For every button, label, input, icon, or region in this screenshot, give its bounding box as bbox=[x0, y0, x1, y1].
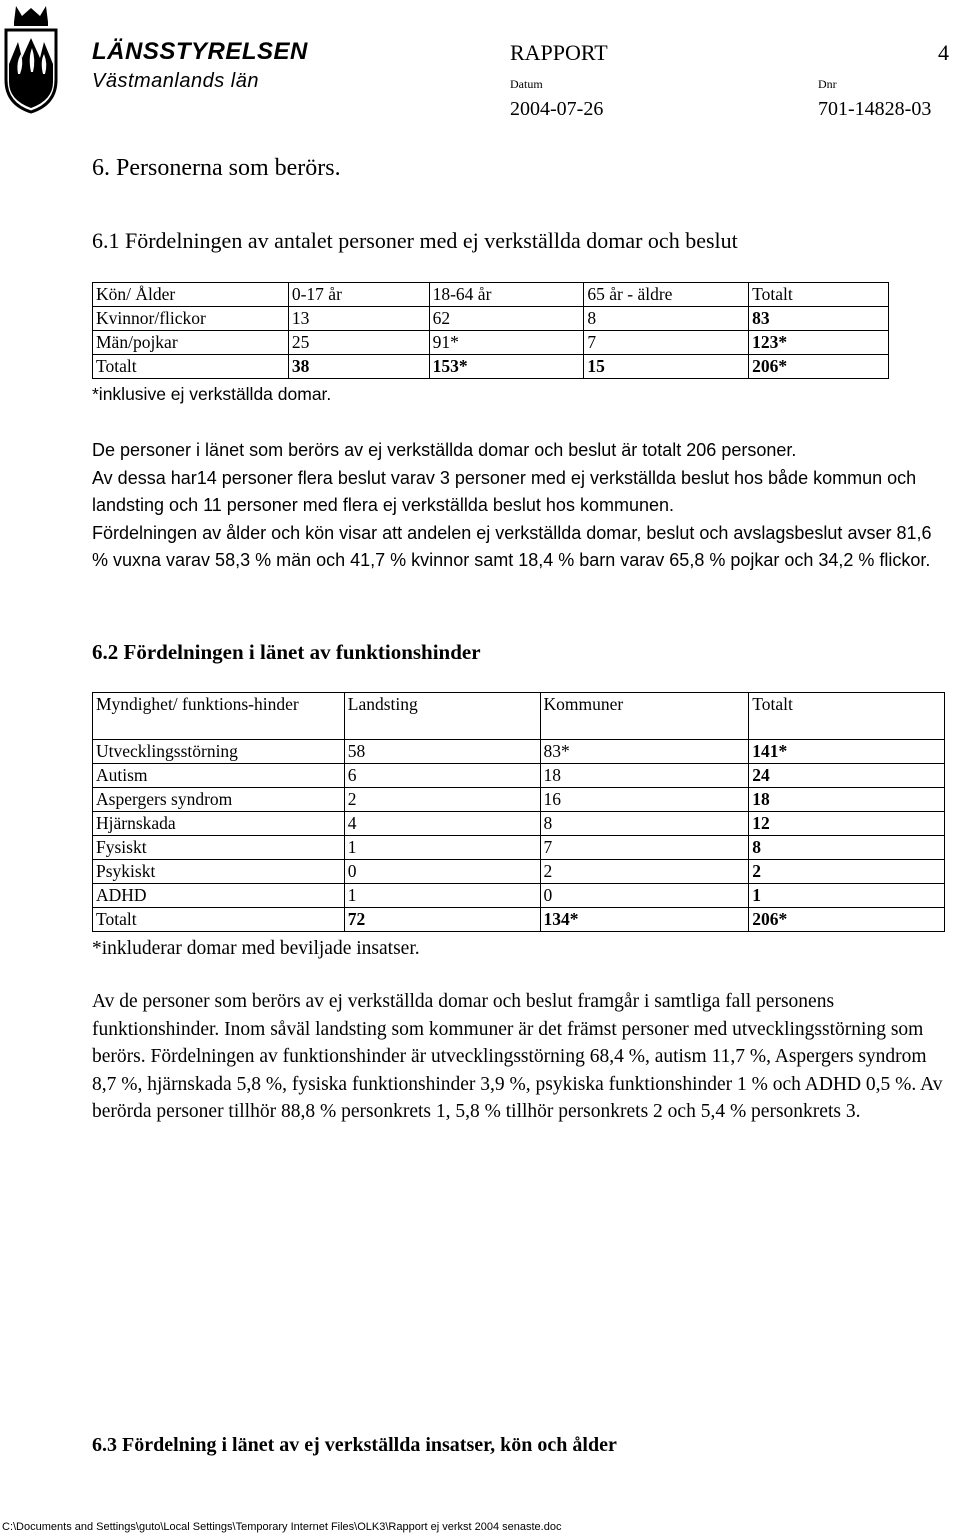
table-cell: 8 bbox=[540, 812, 749, 836]
table-cell: Psykiskt bbox=[93, 860, 345, 884]
table-cell: 8 bbox=[749, 836, 945, 860]
table-cell: 7 bbox=[540, 836, 749, 860]
table-header-row bbox=[93, 693, 945, 740]
table-cell: 72 bbox=[344, 908, 540, 932]
table-cell: 25 bbox=[288, 331, 429, 355]
dnr-label: Dnr bbox=[818, 77, 837, 91]
table-cell: 62 bbox=[429, 307, 584, 331]
table-cell: 13 bbox=[288, 307, 429, 331]
table-row bbox=[93, 836, 945, 860]
section-heading-6: 6. Personerna som berörs. bbox=[92, 155, 341, 181]
table-cell: 2 bbox=[540, 860, 749, 884]
section-heading-6-3: 6.3 Fördelning i länet av ej verkställda insatser, kön och ålder bbox=[92, 1434, 617, 1456]
table-row bbox=[93, 884, 945, 908]
table-header-row bbox=[93, 283, 889, 307]
table-row bbox=[93, 331, 889, 355]
table-cell: 7 bbox=[584, 331, 749, 355]
date-value: 2004-07-26 bbox=[510, 98, 604, 120]
county-coat-of-arms-icon bbox=[2, 2, 60, 114]
report-type: RAPPORT bbox=[510, 40, 608, 65]
table-cell: 6 bbox=[344, 764, 540, 788]
table-cell: 1 bbox=[344, 836, 540, 860]
table1-footnote: *inklusive ej verkställda domar. bbox=[92, 384, 332, 404]
table-cell: 2 bbox=[344, 788, 540, 812]
table-cell: 91* bbox=[429, 331, 584, 355]
table-cell: 134* bbox=[540, 908, 749, 932]
table-cell: 38 bbox=[288, 355, 429, 379]
table-cell: 15 bbox=[584, 355, 749, 379]
table-cell: 206* bbox=[749, 908, 945, 932]
date-label: Datum bbox=[510, 77, 543, 91]
table-cell: Fysiskt bbox=[93, 836, 345, 860]
table-header-cell: 65 år - äldre bbox=[584, 283, 749, 307]
table-cell: 16 bbox=[540, 788, 749, 812]
table-cell: 141* bbox=[749, 740, 945, 764]
dnr-value: 701-14828-03 bbox=[818, 98, 932, 120]
table-cell: Hjärnskada bbox=[93, 812, 345, 836]
page-number: 4 bbox=[938, 40, 949, 65]
table-cell: 123* bbox=[749, 331, 889, 355]
table-cell: 4 bbox=[344, 812, 540, 836]
organization-name: LÄNSSTYRELSEN bbox=[92, 38, 308, 65]
table-cell: Totalt bbox=[93, 908, 345, 932]
table-header-cell: Myndighet/ funktions-hinder bbox=[93, 693, 345, 740]
table-cell: Utvecklingsstörning bbox=[93, 740, 345, 764]
table-cell: 83 bbox=[749, 307, 889, 331]
table-header-cell: Landsting bbox=[344, 693, 540, 740]
table-cell: 153* bbox=[429, 355, 584, 379]
table-cell: ADHD bbox=[93, 884, 345, 908]
table-cell: 0 bbox=[344, 860, 540, 884]
table-header-cell: Totalt bbox=[749, 693, 945, 740]
table-header-cell: Kommuner bbox=[540, 693, 749, 740]
table-header-cell: 0-17 år bbox=[288, 283, 429, 307]
table-cell: 18 bbox=[540, 764, 749, 788]
table-cell: 12 bbox=[749, 812, 945, 836]
table-header-cell: Kön/ Ålder bbox=[93, 283, 289, 307]
table-row bbox=[93, 740, 945, 764]
section-heading-6-2: 6.2 Fördelningen i länet av funktionshinder bbox=[92, 640, 481, 664]
body-paragraph-2: Av de personer som berörs av ej verkställda domar och beslut framgår i samtliga fall personens funktionshinder. Inom såväl landsting som kommuner är det främst personer med utvecklingsstörning som berörs. Fördelningen av funktionshinder är utvecklingsstörning 68,4 %, autism 11,7 %, Aspergers syndrom 8,7 %, hjärnskada 5,8 %, fysiska funktionshinder 3,9 %, psykiska funktionshinder 1 % och ADHD 0,5 %. Av berörda personer tillhör 88,8 % personkrets 1, 5,8 % tillhör personkrets 2 och 5,4 % personkrets 3. bbox=[92, 991, 943, 1122]
table-row bbox=[93, 860, 945, 884]
section-heading-6-1: 6.1 Fördelningen av antalet personer med ej verkställda domar och beslut bbox=[92, 228, 738, 253]
table-row bbox=[93, 812, 945, 836]
table-cell: 0 bbox=[540, 884, 749, 908]
table-header-cell: Totalt bbox=[749, 283, 889, 307]
table2-footnote: *inkluderar domar med beviljade insatser. bbox=[92, 938, 420, 959]
table-cell: 83* bbox=[540, 740, 749, 764]
disability-table bbox=[92, 692, 945, 932]
table-row bbox=[93, 307, 889, 331]
table-cell: 24 bbox=[749, 764, 945, 788]
table-row bbox=[93, 764, 945, 788]
table-cell: 8 bbox=[584, 307, 749, 331]
paragraph-sentence: Av dessa har14 personer flera beslut varav 3 personer med ej verkställda beslut hos både kommun och landsting och 11 personer med flera ej verkställda beslut hos kommunen. bbox=[92, 467, 917, 515]
body-paragraph-1 bbox=[92, 437, 952, 575]
table-cell: 2 bbox=[749, 860, 945, 884]
table-cell: 18 bbox=[749, 788, 945, 812]
table-cell: 1 bbox=[344, 884, 540, 908]
table-cell: Män/pojkar bbox=[93, 331, 289, 355]
age-gender-table bbox=[92, 282, 889, 379]
county-name: Västmanlands län bbox=[92, 70, 259, 92]
paragraph-sentence: Fördelningen av ålder och kön visar att andelen ej verkställda domar, beslut och avslagsbeslut avser 81,6 % vuxna varav 58,3 % män och 41,7 % kvinnor samt 18,4 % barn varav 65,8 % pojkar och 34,2 % flickor. bbox=[92, 522, 932, 570]
table-cell: Aspergers syndrom bbox=[93, 788, 345, 812]
table-cell: Totalt bbox=[93, 355, 289, 379]
table-row bbox=[93, 355, 889, 379]
table-row bbox=[93, 788, 945, 812]
paragraph-sentence: De personer i länet som berörs av ej verkställda domar och beslut är totalt 206 personer. bbox=[92, 440, 797, 460]
table-header-cell: 18-64 år bbox=[429, 283, 584, 307]
table-cell: 58 bbox=[344, 740, 540, 764]
footer-file-path: C:\Documents and Settings\guto\Local Settings\Temporary Internet Files\OLK3\Rapport ej verkst 2004 senaste.doc bbox=[2, 1521, 562, 1533]
table-cell: Kvinnor/flickor bbox=[93, 307, 289, 331]
table-row bbox=[93, 908, 945, 932]
table-cell: 206* bbox=[749, 355, 889, 379]
table-cell: 1 bbox=[749, 884, 945, 908]
table-cell: Autism bbox=[93, 764, 345, 788]
